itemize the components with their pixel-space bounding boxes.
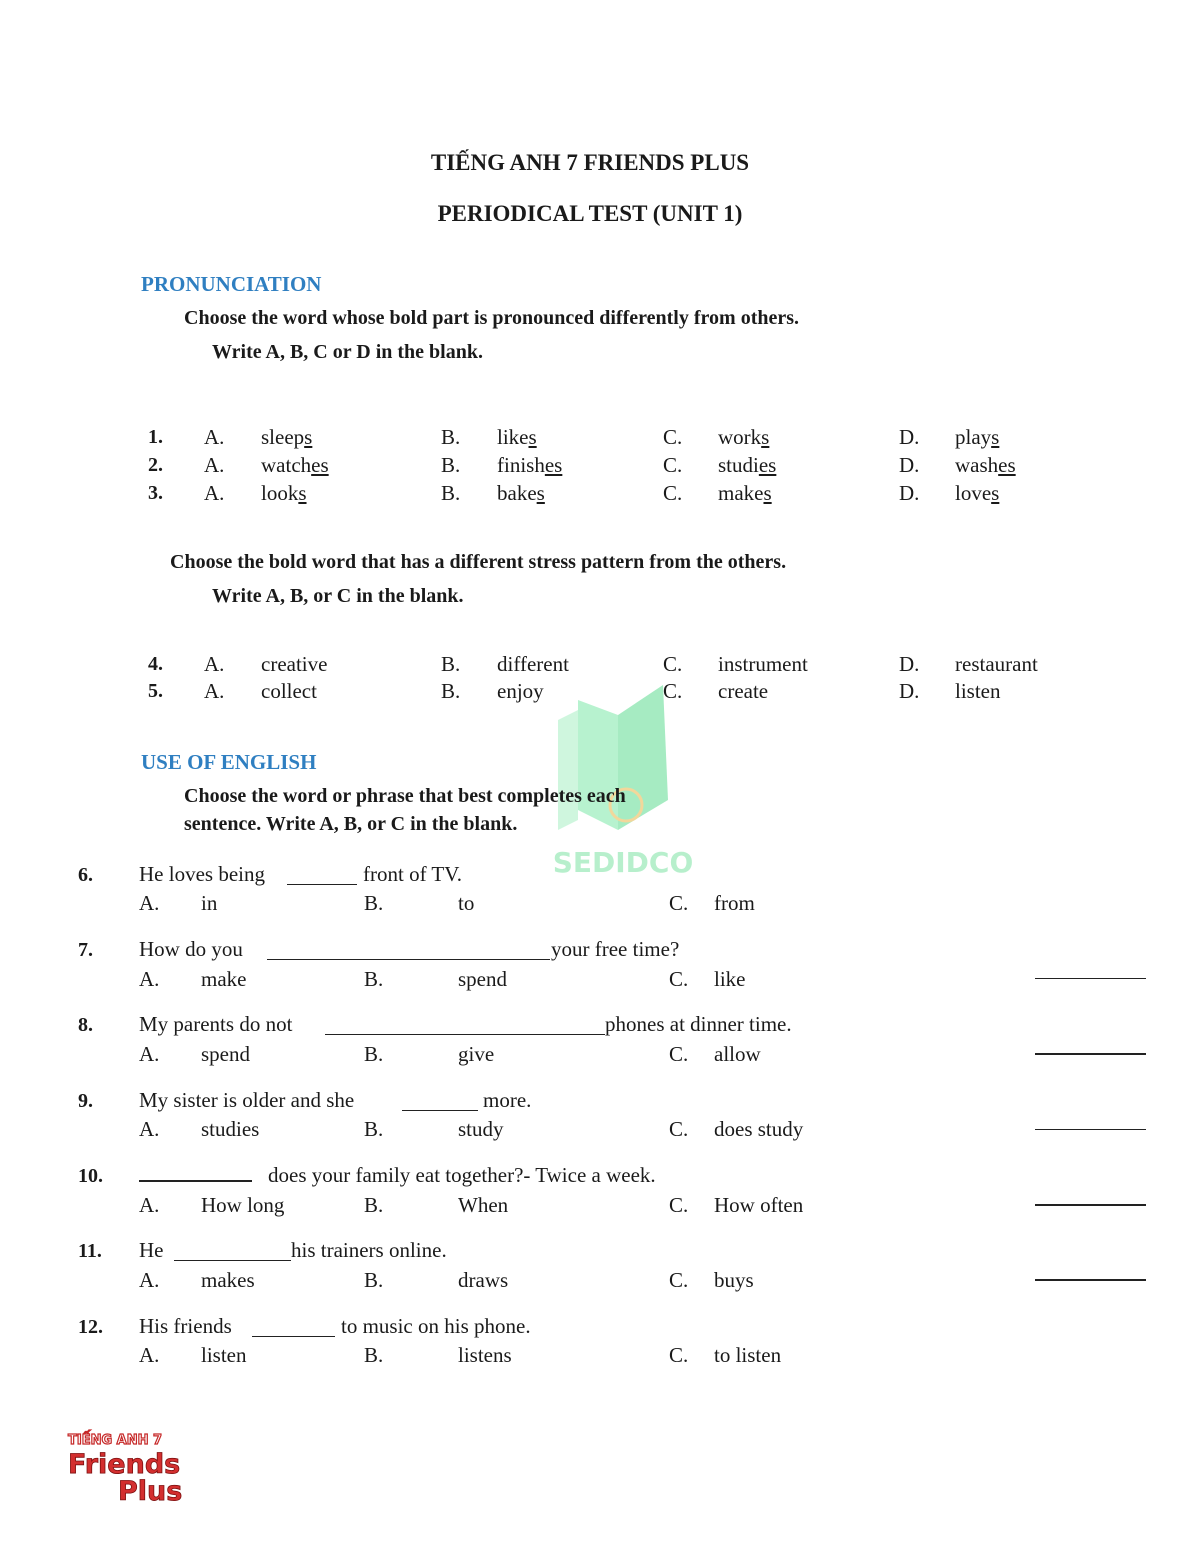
question-text-after: your free time? xyxy=(551,937,680,961)
answer-blank[interactable] xyxy=(1035,1204,1146,1206)
logo-line1: TIẾNG ANH 7 xyxy=(68,1433,163,1448)
section-heading-pronunciation: PRONUNCIATION xyxy=(141,272,322,296)
option-word: instrument xyxy=(718,652,808,676)
option-letter: C. xyxy=(669,967,689,991)
option-word: likes xyxy=(497,425,537,449)
option-word: loves xyxy=(955,481,1000,505)
option-word: collect xyxy=(261,679,317,703)
option-word: listens xyxy=(458,1343,512,1367)
fill-blank[interactable] xyxy=(267,959,550,960)
answer-blank[interactable] xyxy=(1035,1279,1146,1281)
option-word: When xyxy=(458,1193,509,1217)
option-letter: C. xyxy=(669,1268,689,1292)
fill-blank[interactable] xyxy=(139,1180,252,1182)
question-number: 11. xyxy=(78,1240,102,1262)
option-letter: A. xyxy=(204,453,225,477)
option-word: works xyxy=(718,425,770,449)
option-letter: B. xyxy=(441,453,461,477)
logo-line3: Plus xyxy=(118,1476,183,1507)
option-letter: D. xyxy=(899,425,920,449)
question-text-after: phones at dinner time. xyxy=(605,1012,792,1036)
question-number: 7. xyxy=(78,939,93,961)
sedidco-watermark-icon xyxy=(548,680,698,880)
option-word: plays xyxy=(955,425,1000,449)
question-number: 9. xyxy=(78,1090,93,1112)
instruction-part1-line1: Choose the word whose bold part is pronounced differently from others. xyxy=(184,307,800,329)
page-title: TIẾNG ANH 7 FRIENDS PLUS xyxy=(430,150,750,175)
option-word: from xyxy=(714,891,755,915)
option-word: to listen xyxy=(714,1343,782,1367)
fill-blank[interactable] xyxy=(402,1110,478,1111)
option-letter: A. xyxy=(139,967,160,991)
option-letter: B. xyxy=(364,1268,384,1292)
option-word: looks xyxy=(261,481,307,505)
option-letter: B. xyxy=(364,1343,384,1367)
option-letter: B. xyxy=(364,1042,384,1066)
question-number: 6. xyxy=(78,864,93,886)
option-letter: C. xyxy=(669,1193,689,1217)
question-text-after: his trainers online. xyxy=(291,1238,447,1262)
option-letter: D. xyxy=(899,679,920,703)
option-letter: A. xyxy=(204,652,225,676)
option-word: allow xyxy=(714,1042,761,1066)
question-text-before: My sister is older and she xyxy=(139,1088,355,1112)
option-letter: D. xyxy=(899,453,920,477)
option-word: makes xyxy=(718,481,772,505)
option-letter: A. xyxy=(204,481,225,505)
fill-blank[interactable] xyxy=(325,1034,605,1035)
question-number: 4. xyxy=(148,653,163,675)
option-word: does study xyxy=(714,1117,804,1141)
option-word: washes xyxy=(955,453,1016,477)
question-text-after: to music on his phone. xyxy=(341,1314,531,1338)
option-letter: B. xyxy=(364,967,384,991)
option-letter: C. xyxy=(669,1042,689,1066)
option-word: create xyxy=(718,679,769,703)
option-word: spend xyxy=(458,967,507,991)
question-text-after: more. xyxy=(483,1088,532,1112)
friends-plus-logo-icon xyxy=(66,1428,186,1508)
watermark-text: SEDIDCO xyxy=(552,846,694,879)
instruction-part1-line2: Write A, B, C or D in the blank. xyxy=(212,341,483,363)
answer-blank[interactable] xyxy=(1035,978,1146,979)
option-word: give xyxy=(458,1042,495,1066)
option-letter: B. xyxy=(441,652,461,676)
question-number: 3. xyxy=(148,482,163,504)
question-number: 8. xyxy=(78,1014,93,1036)
option-word: watches xyxy=(261,453,329,477)
option-word: How often xyxy=(714,1193,804,1217)
option-word: restaurant xyxy=(955,652,1038,676)
option-letter: B. xyxy=(441,679,461,703)
fill-blank[interactable] xyxy=(252,1336,335,1337)
fill-blank[interactable] xyxy=(174,1260,291,1261)
option-letter: A. xyxy=(139,891,160,915)
question-number: 12. xyxy=(78,1316,103,1338)
option-word: make xyxy=(201,967,247,991)
option-word: buys xyxy=(714,1268,754,1292)
question-text-before: He loves being xyxy=(139,862,265,886)
option-letter: D. xyxy=(899,481,920,505)
option-letter: C. xyxy=(663,652,683,676)
option-word: study xyxy=(458,1117,504,1141)
instruction-part2-line2: Write A, B, or C in the blank. xyxy=(212,585,464,607)
option-word: in xyxy=(201,891,218,915)
option-letter: C. xyxy=(663,453,683,477)
option-word: like xyxy=(714,967,746,991)
option-word: studies xyxy=(718,453,777,477)
option-letter: C. xyxy=(669,1343,689,1367)
option-letter: A. xyxy=(204,425,225,449)
question-number: 10. xyxy=(78,1165,103,1187)
instruction-uoe-line2: sentence. Write A, B, or C in the blank. xyxy=(184,813,518,835)
instruction-uoe-line1: Choose the word or phrase that best completes each xyxy=(184,785,626,807)
option-word: to xyxy=(458,891,475,915)
option-word: How long xyxy=(201,1193,285,1217)
option-word: listen xyxy=(955,679,1001,703)
option-word: enjoy xyxy=(497,679,544,703)
option-word: creative xyxy=(261,652,328,676)
option-word: finishes xyxy=(497,453,563,477)
option-letter: B. xyxy=(364,1193,384,1217)
question-text-after: front of TV. xyxy=(363,862,462,886)
page-subtitle: PERIODICAL TEST (UNIT 1) xyxy=(437,201,743,226)
option-letter: C. xyxy=(663,481,683,505)
option-letter: C. xyxy=(669,1117,689,1141)
question-number: 1. xyxy=(148,426,163,448)
logo-line2: Friends xyxy=(68,1449,181,1480)
question-text-before: My parents do not xyxy=(139,1012,293,1036)
question-text-before: His friends xyxy=(139,1314,232,1338)
answer-blank[interactable] xyxy=(1035,1053,1146,1055)
option-letter: A. xyxy=(139,1117,160,1141)
option-word: makes xyxy=(201,1268,255,1292)
option-letter: A. xyxy=(204,679,225,703)
option-word: bakes xyxy=(497,481,545,505)
fill-blank[interactable] xyxy=(287,884,357,885)
option-letter: A. xyxy=(139,1042,160,1066)
question-text-before: How do you xyxy=(139,937,243,961)
option-word: spend xyxy=(201,1042,250,1066)
option-letter: B. xyxy=(441,481,461,505)
answer-blank[interactable] xyxy=(1035,1129,1146,1130)
option-letter: B. xyxy=(441,425,461,449)
question-text-after: does your family eat together?- Twice a week. xyxy=(268,1163,656,1187)
option-letter: A. xyxy=(139,1193,160,1217)
instruction-part2-line1: Choose the bold word that has a different stress pattern from the others. xyxy=(170,551,787,573)
option-letter: B. xyxy=(364,1117,384,1141)
question-text-before: He xyxy=(139,1238,164,1262)
section-heading-use-of-english: USE OF ENGLISH xyxy=(141,750,317,774)
question-number: 2. xyxy=(148,454,163,476)
option-word: different xyxy=(497,652,569,676)
option-word: sleeps xyxy=(261,425,313,449)
option-letter: C. xyxy=(663,679,683,703)
option-letter: D. xyxy=(899,652,920,676)
option-word: studies xyxy=(201,1117,260,1141)
question-number: 5. xyxy=(148,680,163,702)
option-letter: A. xyxy=(139,1268,160,1292)
option-letter: C. xyxy=(663,425,683,449)
option-letter: A. xyxy=(139,1343,160,1367)
option-word: draws xyxy=(458,1268,509,1292)
option-word: listen xyxy=(201,1343,247,1367)
option-letter: C. xyxy=(669,891,689,915)
option-letter: B. xyxy=(364,891,384,915)
